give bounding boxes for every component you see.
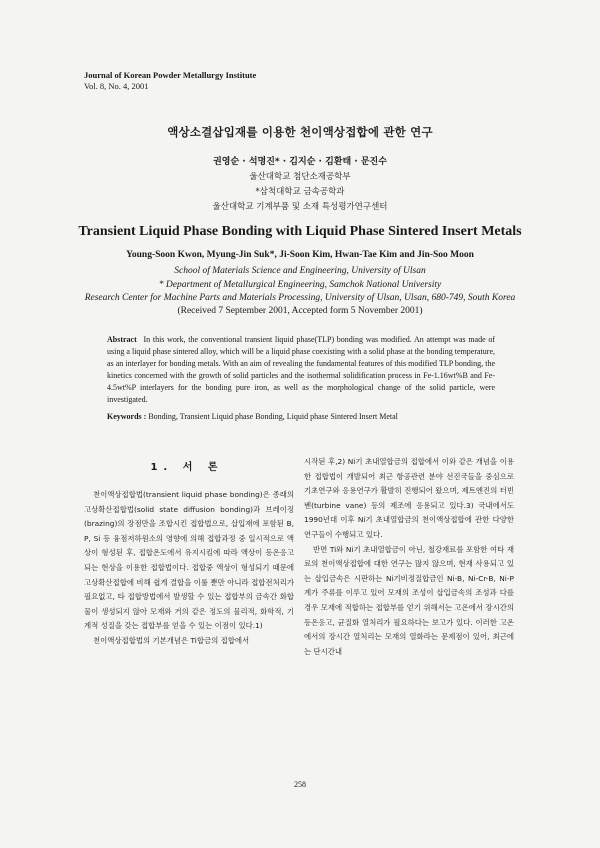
korean-affiliation-3: 울산대학교 기계부품 및 소재 특성평가연구센터 bbox=[212, 202, 388, 212]
english-title: Transient Liquid Phase Bonding with Liquid Phase Sintered Insert Metals bbox=[78, 224, 522, 239]
body-paragraph: 시작된 후,2) Ni기 초내열합금의 접합에서 이와 같은 개념을 이용한 접합법이 개발되어 최근 항공관련 분야 선진국들을 중심으로 기초연구와 응용연구가 활발히 진행되어 왔으며, 제트엔진의 터빈벤(turbine vane) 등의 제조에 응용되고 있다.3) 국내에서도 1990년대 이후 Ni기 초내열합금의 천이액상접합에 관한 다양한 연구들이 수행되고 있다. bbox=[304, 457, 514, 539]
keywords-text: Bonding, Transient Liquid phase Bonding, Liquid phase Sintered Insert Metal bbox=[148, 412, 398, 421]
english-affiliation-1: School of Materials Science and Engineering, University of Ulsan bbox=[174, 266, 426, 276]
english-authors: Young-Soon Kwon, Myung-Jin Suk*, Ji-Soon Kim, Hwan-Tae Kim and Jin-Soo Moon bbox=[126, 250, 474, 260]
body-column-right bbox=[304, 455, 514, 659]
keywords-label: Keywords : bbox=[107, 412, 147, 421]
korean-affiliation-2: *삼척대학교 금속공학과 bbox=[255, 187, 345, 197]
abstract-label: Abstract bbox=[107, 335, 137, 344]
journal-header bbox=[84, 70, 256, 92]
korean-authors: 권영순 · 석명진* · 김지순 · 김환태 · 문진수 bbox=[213, 157, 387, 167]
body-paragraph: 천이액상접합법(transient liquid phase bonding)은 종래의 고상확산접합법(solid state diffusion bonding)과 브레이징(brazing)의 장점만을 조합시킨 접합법으로, 삽입재에 포함된 B, P, Si 등 융점저하원소의 영향에 의해 접합과정 중 일시적으로 액상이 형성된 후, 접합온도에서 유지시킴에 따라 액상이 등온응고되는 현상을 이용한 접합법이다. 접합중 액상이 형성되기 때문에 고상확산접합에 비해 쉽게 결합을 이룰 뿐만 아니라 접합전처리가 필요없고, 타 접합방법에서 발생할 수 있는 접합부의 금속간 화합물이 생성되지 않아 모재와 거의 같은 정도의 물리적, 화학적, 기계적 성질을 갖는 접합부를 얻을 수 있는 이점이 있다.1) bbox=[84, 490, 294, 631]
body-paragraph: 반면 Ti와 Ni기 초내열합금이 아닌, 철강재료를 포함한 여타 재료의 천이액상접합에 대한 연구는 많지 않으며, 현재 사용되고 있는 삽입금속은 시판하는 Ni기비정질합금인 Ni-B, Ni-Cr-B, Ni-P계가 주류를 이루고 있어 모재의 조성이 삽입금속의 조성과 다를 경우 모재에 적합하는 접합부를 얻기 위해서는 고온에서 장시간의 등온응고, 균질화 열처리가 필요하다는 보고가 있다. 이러한 고온에서의 장시간 열처리는 모재의 열화라는 문제점이 있어, 최근에는 단시간내 bbox=[304, 544, 514, 656]
english-affiliation-3: Research Center for Machine Parts and Materials Processing, University of Ulsan, Ulsan, 680-749, South Korea bbox=[84, 293, 516, 303]
received-dates: (Received 7 September 2001, Accepted form 5 November 2001) bbox=[177, 306, 423, 316]
keywords bbox=[107, 412, 507, 421]
section-heading: 1. 서 론 bbox=[150, 462, 224, 473]
abstract bbox=[107, 334, 495, 406]
body-paragraph: 천이액상접합법의 기본개념은 Ti합금의 접합에서 bbox=[93, 635, 250, 645]
korean-title: 액상소결삽입재를 이용한 천이액상접합에 관한 연구 bbox=[167, 125, 433, 139]
page-number: 258 bbox=[294, 780, 306, 789]
english-affiliation-2: * Department of Metallurgical Engineering, Samchok National University bbox=[158, 280, 442, 290]
abstract-text: In this work, the conventional transient liquid phase(TLP) bonding was modified. An attempt was made of using a liquid phase sintered alloy, which will be a liquid phase coexisting with a solid phase at the bonding temperature, as an interlayer for bonding metals. With an aim of revealing the fundamental features of this modified TLP bonding, the kinetics concerned with the growth of solid particles and the isothermal solidification process in Fe-1.16wt%B and Fe-4.5wt%P interlayers for the bonding pure iron, as well as the morphological change of the solid particle, were investigated. bbox=[107, 335, 496, 404]
journal-name: Journal of Korean Powder Metallurgy Institute bbox=[84, 70, 257, 80]
korean-affiliation-1: 울산대학교 첨단소재공학부 bbox=[249, 172, 351, 182]
journal-volume: Vol. 8, No. 4, 2001 bbox=[84, 81, 149, 91]
body-column-left bbox=[84, 488, 294, 649]
